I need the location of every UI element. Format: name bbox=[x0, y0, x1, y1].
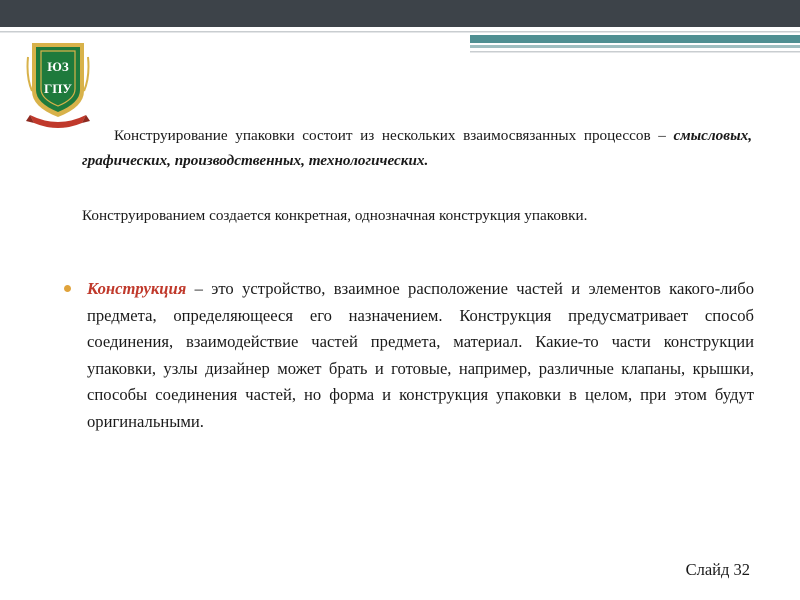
bullet-dot-icon bbox=[64, 285, 71, 292]
paragraph-design-processes bbox=[82, 123, 752, 173]
paragraph1-lead: Конструирование упаковки состоит из нескольких взаимосвязанных процессов – bbox=[114, 127, 674, 144]
svg-text:ЮЗ: ЮЗ bbox=[47, 59, 69, 74]
top-bar bbox=[0, 0, 800, 27]
bullet-body: – это устройство, взаимное расположение частей и элементов какого-либо предмета, определяющееся его назначением. Конструкция предусматривает способ соединения, взаимодействие частей предмета, материал. Какие-то части конструкции упаковки, узлы дизайнер может брать и готовые, например, различные клапаны, крышки, способы соединения частей, но форма и конструкция упаковки в целом, при этом будут оригинальными. bbox=[87, 279, 754, 431]
paragraph1-emphasis: смысловых, графических, производственных, технологических bbox=[82, 127, 752, 169]
bullet-construction-definition bbox=[64, 276, 754, 436]
decorative-stripes bbox=[0, 27, 800, 57]
university-crest-icon bbox=[26, 37, 90, 131]
paragraph-design-result: Конструированием создается конкретная, однозначная конструкция упаковки. bbox=[82, 207, 588, 224]
bullet-text bbox=[87, 276, 754, 436]
svg-text:ГПУ: ГПУ bbox=[44, 81, 72, 96]
slide-number: Слайд 32 bbox=[685, 560, 750, 579]
paragraph1-tail: . bbox=[424, 152, 429, 169]
bullet-term: Конструкция bbox=[87, 279, 187, 298]
